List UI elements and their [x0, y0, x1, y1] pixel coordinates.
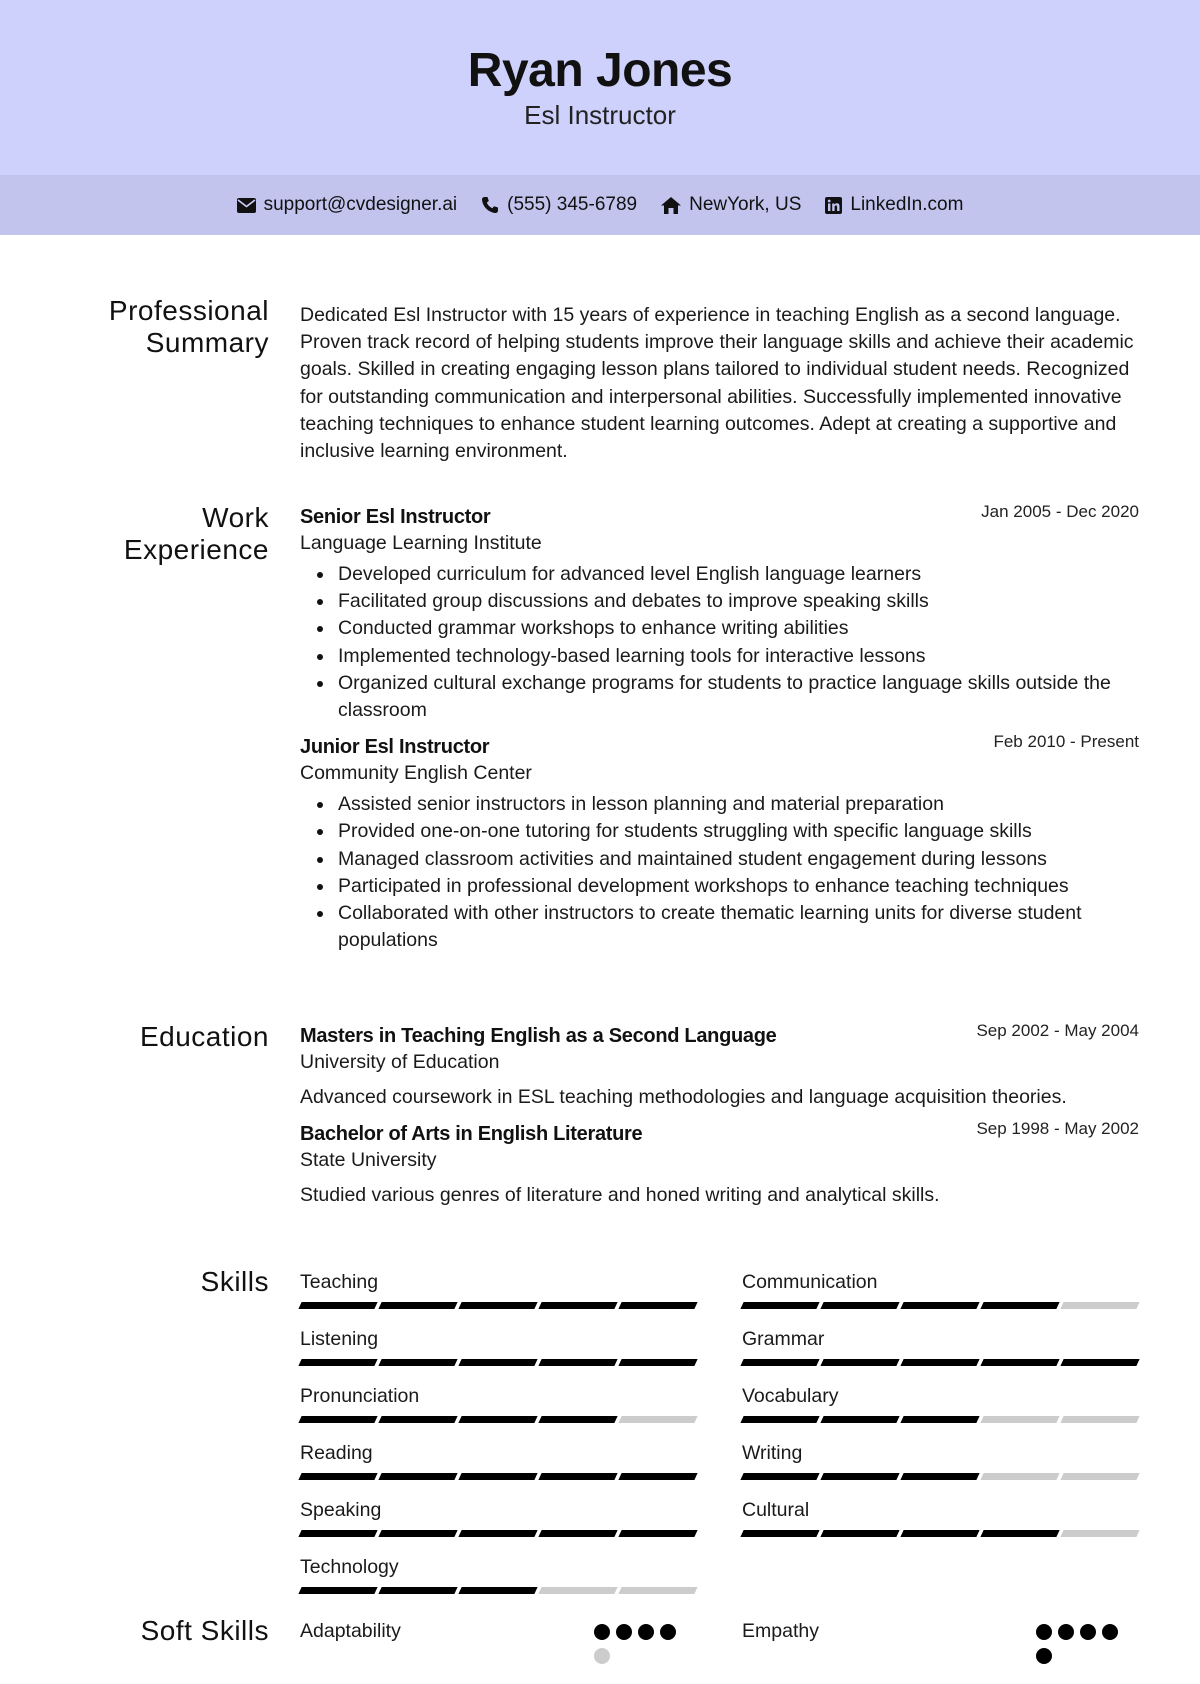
skill-item [742, 1326, 1138, 1366]
list-item: Conducted grammar workshops to enhance writing abilities [300, 615, 1139, 642]
skill-level-segment [538, 1473, 617, 1480]
candidate-name: Ryan Jones [467, 44, 733, 97]
rating-dot [1058, 1624, 1074, 1640]
list-item: Collaborated with other instructors to create thematic learning units for diverse student populations [300, 900, 1139, 954]
list-item: Assisted senior instructors in lesson planning and material preparation [300, 791, 1139, 818]
skill-level-segment [458, 1530, 537, 1537]
skill-level-segment [900, 1530, 979, 1537]
degree-dates: Sep 1998 - May 2002 [976, 1119, 1139, 1138]
rating-dot [1036, 1624, 1052, 1640]
skill-level-segment [298, 1359, 377, 1366]
experience-entry [300, 504, 1139, 724]
skill-level-segment [458, 1473, 537, 1480]
contact-bar [0, 175, 1200, 235]
skill-level-segment [820, 1302, 899, 1309]
envelope-icon [237, 198, 256, 213]
soft-skill-item [742, 1618, 1138, 1644]
job-company: Community English Center [300, 762, 532, 785]
skill-level-segment [820, 1473, 899, 1480]
job-company: Language Learning Institute [300, 532, 542, 554]
skill-level-segment [298, 1587, 377, 1594]
skill-name: Speaking [300, 1499, 382, 1521]
skill-level-bar [300, 1416, 696, 1423]
skill-name: Communication [742, 1271, 878, 1293]
skill-level-segment [740, 1302, 819, 1309]
skill-level-bar [300, 1359, 696, 1366]
skill-level-segment [1060, 1530, 1139, 1537]
summary-text: Dedicated Esl Instructor with 15 years of experience in teaching English as a second language. Proven track record of helping students improve their language skills and achieve their academic goals. Skilled in creating engaging lesson plans tailored to individual student needs. Recognized for outstanding communication and interpersonal abilities. Successfully implemented innovative teaching techniques to enhance student learning outcomes. Adept at creating a supportive and inclusive learning environment. [300, 304, 1134, 463]
job-title: Senior Esl Instructor [300, 506, 491, 528]
skill-level-segment [1060, 1302, 1139, 1309]
skill-item [742, 1269, 1138, 1309]
skill-level-segment [900, 1359, 979, 1366]
skill-level-segment [378, 1302, 457, 1309]
skill-level-segment [980, 1473, 1059, 1480]
skill-level-bar [742, 1530, 1138, 1537]
skill-item [300, 1554, 696, 1594]
education-entry [300, 1121, 1139, 1209]
skill-level-bar [742, 1302, 1138, 1309]
skill-level-segment [298, 1416, 377, 1423]
job-title: Junior Esl Instructor [300, 736, 490, 759]
skill-item [300, 1269, 696, 1309]
skill-level-segment [740, 1530, 819, 1537]
resume-header [0, 0, 1200, 175]
contact-linkedin[interactable] [825, 194, 963, 216]
contact-phone[interactable] [481, 194, 637, 216]
degree-description: Advanced coursework in ESL teaching methodologies and language acquisition theories. [300, 1086, 1067, 1108]
skill-name: Cultural [742, 1499, 810, 1521]
skill-name: Listening [300, 1328, 379, 1350]
skill-level-segment [980, 1359, 1059, 1366]
list-item: Managed classroom activities and maintained student engagement during lessons [300, 846, 1139, 873]
contact-linkedin-text: LinkedIn.com [850, 194, 964, 215]
candidate-title: Esl Instructor [524, 100, 676, 130]
skill-level-segment [298, 1530, 377, 1537]
skill-level-bar [742, 1359, 1138, 1366]
skill-item [742, 1440, 1138, 1480]
home-icon [661, 197, 681, 214]
list-item: Developed curriculum for advanced level English language learners [300, 561, 1139, 588]
skill-level-segment [378, 1416, 457, 1423]
skill-level-segment [820, 1530, 899, 1537]
linkedin-icon [825, 197, 842, 214]
skill-level-segment [618, 1416, 697, 1423]
soft-skill-rating [1036, 1624, 1126, 1664]
skill-level-segment [820, 1359, 899, 1366]
contact-email[interactable] [237, 194, 458, 216]
rating-dot [616, 1624, 632, 1640]
section-title-summary: Professional Summary [108, 295, 269, 358]
skill-level-bar [742, 1473, 1138, 1480]
degree-description: Studied various genres of literature and honed writing and analytical skills. [300, 1184, 940, 1206]
skill-name: Technology [300, 1556, 399, 1578]
skill-name: Vocabulary [742, 1385, 839, 1407]
skill-level-segment [378, 1587, 457, 1594]
skills-grid [300, 1269, 1139, 1599]
skill-level-segment [900, 1302, 979, 1309]
list-item: Participated in professional development workshops to enhance teaching techniques [300, 873, 1139, 900]
skill-level-segment [538, 1416, 617, 1423]
degree-dates: Sep 2002 - May 2004 [976, 1021, 1139, 1040]
skill-level-segment [900, 1416, 979, 1423]
skill-level-segment [820, 1416, 899, 1423]
skill-level-segment [378, 1473, 457, 1480]
skill-level-segment [1060, 1416, 1139, 1423]
rating-dot [660, 1624, 676, 1640]
skill-level-segment [458, 1359, 537, 1366]
skill-level-segment [900, 1473, 979, 1480]
list-item: Organized cultural exchange programs for students to practice language skills outside the classroom [300, 670, 1139, 724]
skill-level-segment [378, 1359, 457, 1366]
degree-title: Masters in Teaching English as a Second Language [300, 1025, 777, 1047]
contact-location [661, 194, 801, 216]
skill-name: Teaching [300, 1271, 379, 1293]
skill-item [742, 1497, 1138, 1537]
skill-level-segment [618, 1587, 697, 1594]
section-title-soft-skills: Soft Skills [140, 1615, 269, 1646]
skill-name: Writing [742, 1442, 803, 1464]
section-title-education: Education [139, 1021, 269, 1052]
skill-level-segment [980, 1530, 1059, 1537]
skill-level-segment [618, 1473, 697, 1480]
degree-title: Bachelor of Arts in English Literature [300, 1123, 643, 1145]
job-bullets [300, 561, 1139, 724]
skill-level-bar [300, 1530, 696, 1537]
contact-email-text: support@cvdesigner.ai [263, 194, 458, 215]
skill-level-segment [618, 1530, 697, 1537]
skill-level-segment [298, 1473, 377, 1480]
phone-icon [481, 196, 499, 214]
section-title-experience: Work Experience [123, 502, 269, 565]
list-item: Provided one-on-one tutoring for students struggling with specific language skills [300, 818, 1139, 845]
skill-level-segment [458, 1587, 537, 1594]
skill-item [742, 1383, 1138, 1423]
soft-skill-rating [594, 1624, 684, 1664]
school-name: University of Education [300, 1051, 500, 1073]
skill-item [300, 1383, 696, 1423]
skill-level-segment [458, 1416, 537, 1423]
job-dates: Feb 2010 - Present [993, 732, 1139, 752]
skill-item [300, 1326, 696, 1366]
skill-level-segment [980, 1302, 1059, 1309]
rating-dot [1036, 1648, 1052, 1664]
job-bullets [300, 791, 1139, 954]
experience-entry [300, 734, 1139, 954]
skill-level-segment [1060, 1473, 1139, 1480]
school-name: State University [300, 1149, 437, 1171]
skill-level-segment [538, 1530, 617, 1537]
skill-level-segment [1060, 1359, 1139, 1366]
skill-level-segment [618, 1302, 697, 1309]
skill-level-segment [378, 1530, 457, 1537]
skill-level-bar [300, 1587, 696, 1594]
rating-dot [1080, 1624, 1096, 1640]
skill-level-bar [742, 1416, 1138, 1423]
skill-name: Reading [300, 1442, 373, 1464]
skill-item [300, 1497, 696, 1537]
skill-level-segment [458, 1302, 537, 1309]
rating-dot [1102, 1624, 1118, 1640]
list-item: Facilitated group discussions and debates to improve speaking skills [300, 588, 1139, 615]
skill-level-segment [740, 1359, 819, 1366]
rating-dot [638, 1624, 654, 1640]
skill-name: Grammar [742, 1328, 825, 1350]
contact-location-text: NewYork, US [689, 194, 802, 215]
skill-level-segment [538, 1587, 617, 1594]
soft-skill-item [300, 1618, 696, 1644]
skill-level-segment [980, 1416, 1059, 1423]
soft-skill-name: Empathy [742, 1620, 819, 1642]
skill-level-segment [740, 1416, 819, 1423]
rating-dot [594, 1624, 610, 1640]
skill-name: Pronunciation [300, 1385, 420, 1407]
soft-skill-name: Adaptability [300, 1620, 401, 1642]
skill-level-segment [740, 1473, 819, 1480]
skill-level-segment [618, 1359, 697, 1366]
skill-level-segment [538, 1359, 617, 1366]
section-title-skills: Skills [200, 1266, 269, 1297]
skill-level-segment [298, 1302, 377, 1309]
list-item: Implemented technology-based learning tools for interactive lessons [300, 643, 1139, 670]
skill-level-bar [300, 1302, 696, 1309]
soft-skills-grid [300, 1618, 1139, 1684]
skill-level-segment [538, 1302, 617, 1309]
rating-dot [594, 1648, 610, 1664]
skill-level-bar [300, 1473, 696, 1480]
contact-phone-text: (555) 345-6789 [507, 194, 638, 215]
job-dates: Jan 2005 - Dec 2020 [981, 502, 1139, 521]
education-entry [300, 1023, 1139, 1111]
skill-item [300, 1440, 696, 1480]
